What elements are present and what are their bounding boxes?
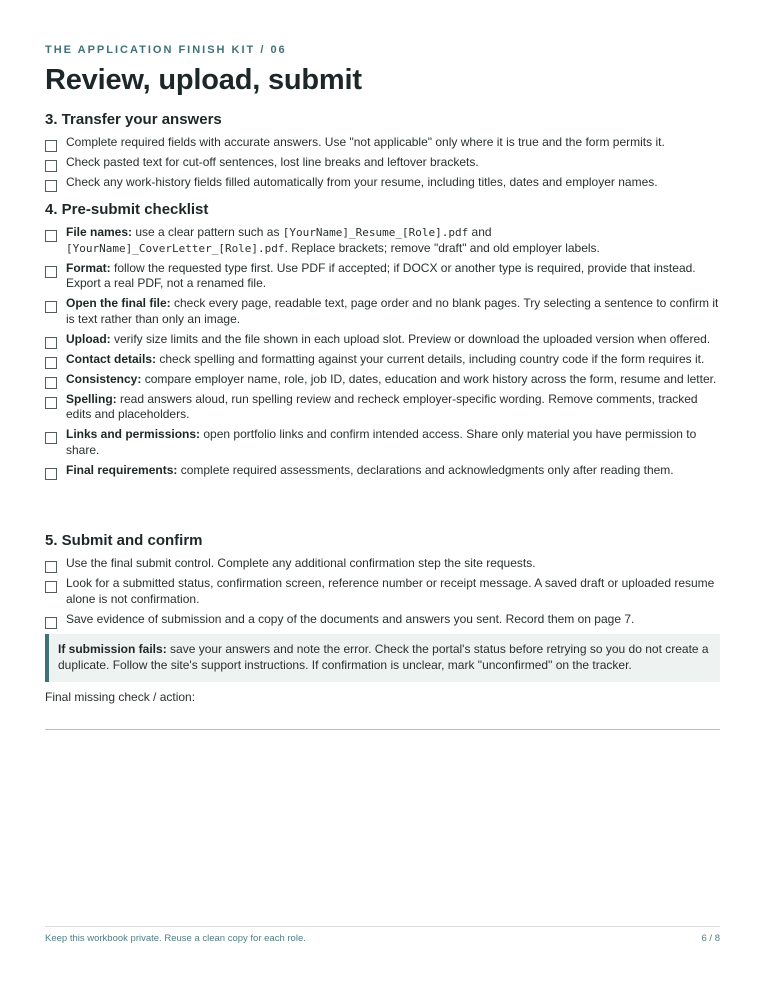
checklist-item (45, 135, 720, 151)
item-text: Complete required fields with accurate answers. Use "not applicable" only where it is true and the form permits it. (66, 135, 665, 149)
checklist-item-open-final-file (45, 296, 720, 327)
checkbox[interactable] (45, 230, 57, 242)
item-text: use a clear pattern such as (132, 225, 283, 239)
item-text: complete required assessments, declarations and acknowledgments only after reading them. (177, 462, 674, 477)
final-check-label: Final missing check / action: (45, 690, 196, 704)
checkbox[interactable] (45, 160, 57, 172)
checkbox[interactable] (45, 561, 57, 573)
checkbox[interactable] (45, 617, 57, 629)
checkbox[interactable] (45, 180, 57, 192)
item-text: Look for a submitted status, confirmation screen, reference number or receipt message. A saved draft or uploaded resume alone is not confirmation. (66, 576, 715, 606)
checklist-item (45, 155, 720, 171)
checklist-item-contact-details (45, 352, 720, 368)
checkbox[interactable] (45, 357, 57, 369)
section-transfer-answers (45, 111, 720, 195)
item-text: check spelling and formatting against your current details, including country code if the form requires it. (156, 351, 705, 366)
item-label: Contact details: (66, 351, 157, 366)
item-label: Format: (66, 260, 111, 275)
footer-note: Keep this workbook private. Reuse a clean copy for each role. (45, 933, 306, 944)
item-text: and (468, 225, 492, 239)
checklist-item-upload (45, 332, 720, 348)
checklist-item-consistency (45, 372, 720, 388)
item-text: . Replace brackets; remove "draft" and old employer labels. (284, 240, 600, 255)
item-text: Check pasted text for cut-off sentences, lost line breaks and leftover brackets. (66, 155, 479, 169)
checkbox[interactable] (45, 266, 57, 278)
workbook-page (45, 0, 720, 990)
item-text: Check any work-history fields filled automatically from your resume, including titles, dates and employer names. (66, 175, 658, 189)
kicker: THE APPLICATION FINISH KIT / 06 (45, 44, 287, 56)
checklist-item (45, 576, 720, 607)
submission-failure-callout (45, 634, 720, 682)
checkbox[interactable] (45, 301, 57, 313)
callout-text: save your answers and note the error. Check the portal's status before retrying so you do not create a duplicate. Follow the site's support instructions. If confirmation is unclear, mark "unconfirmed" on the tracker. (58, 642, 709, 672)
checkbox[interactable] (45, 397, 57, 409)
file-pattern-cover-letter: [YourName]_CoverLetter_[Role].pdf (66, 241, 285, 255)
checkbox[interactable] (45, 432, 57, 444)
item-text: check every page, readable text, page order and no blank pages. Try selecting a sentence to confirm it is text rather than only an image. (66, 296, 719, 326)
checkbox[interactable] (45, 377, 57, 389)
section-submit-confirm (45, 532, 720, 632)
section-heading: 5. Submit and confirm (45, 532, 203, 549)
checkbox[interactable] (45, 581, 57, 593)
item-label: Links and permissions: (66, 427, 201, 441)
item-text: open portfolio links and confirm intended access. Share only material you have permission to share. (66, 427, 697, 457)
page-number: 6 / 8 (701, 933, 720, 944)
item-label: Upload: (66, 331, 111, 346)
checklist-item (45, 556, 720, 572)
item-text: compare employer name, role, job ID, dates, education and work history across the form, resume and letter. (141, 371, 717, 386)
checklist-item-file-names (45, 225, 720, 256)
checkbox[interactable] (45, 140, 57, 152)
item-text: Save evidence of submission and a copy of the documents and answers you sent. Record them on page 7. (66, 611, 635, 626)
item-text: Use the final submit control. Complete any additional confirmation step the site requests. (66, 556, 536, 570)
checklist-item (45, 175, 720, 191)
checklist-item-spelling (45, 392, 720, 423)
item-label: Consistency: (66, 371, 142, 386)
final-check-write-line[interactable] (45, 729, 720, 730)
checklist-item-format (45, 261, 720, 292)
section-pre-submit-checklist (45, 201, 720, 483)
checklist-item (45, 612, 720, 628)
file-pattern-resume: [YourName]_Resume_[Role].pdf (282, 226, 469, 239)
item-label: File names: (66, 225, 133, 239)
item-text: follow the requested type first. Use PDF if accepted; if DOCX or another type is required, provide that instead. Export a real PDF, not a renamed file. (66, 260, 696, 290)
section-heading: 4. Pre-submit checklist (45, 201, 209, 218)
callout-label: If submission fails: (58, 642, 167, 656)
checklist-item-final-requirements (45, 463, 720, 479)
page-title: Review, upload, submit (45, 64, 362, 96)
footer-divider (45, 926, 720, 927)
item-label: Open the final file: (66, 296, 171, 310)
section-heading: 3. Transfer your answers (45, 111, 222, 128)
checkbox[interactable] (45, 468, 57, 480)
item-label: Spelling: (66, 391, 117, 406)
checkbox[interactable] (45, 337, 57, 349)
item-label: Final requirements: (66, 462, 178, 477)
checklist-item-links-permissions (45, 427, 720, 458)
item-text: read answers aloud, run spelling review and recheck employer-specific wording. Remove comments, tracked edits and placeholders. (66, 391, 698, 421)
item-text: verify size limits and the file shown in each upload slot. Preview or download the uploaded version when offered. (110, 331, 711, 346)
